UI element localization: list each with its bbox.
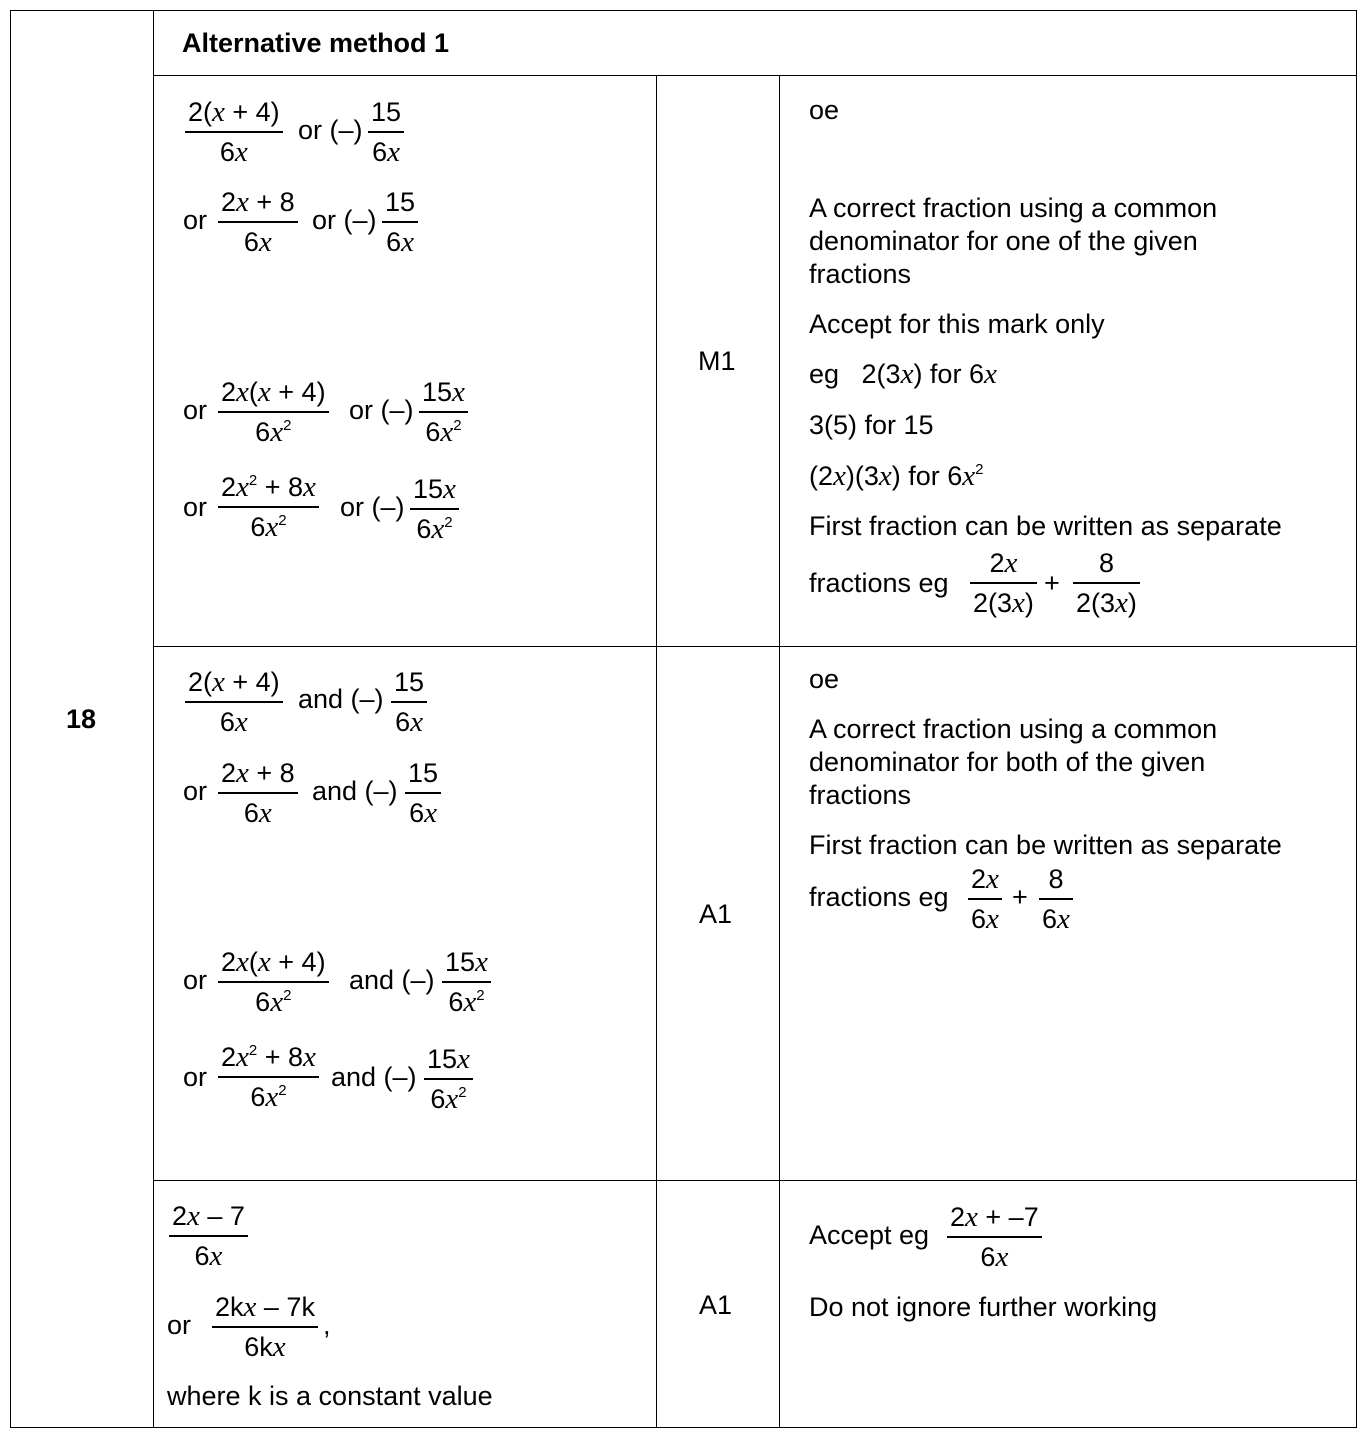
fraction-bar	[218, 981, 329, 983]
comment-text: Accept eg	[809, 1220, 930, 1250]
fraction-numerator: 2x + –7	[950, 1201, 1039, 1233]
fraction-denominator: $6x^2$	[430, 1083, 467, 1115]
fraction-numerator: 2x + 8	[221, 757, 295, 789]
table-border-right	[1356, 10, 1357, 1428]
answer-fraction	[218, 377, 329, 448]
fraction-numerator: 8	[1098, 548, 1114, 578]
comment-text: fractions	[809, 780, 912, 810]
fraction-denominator: 6x	[243, 797, 272, 829]
fraction-bar	[212, 1326, 318, 1328]
comment-text: denominator for both of the given	[809, 747, 1206, 777]
fraction-bar	[442, 981, 491, 983]
answer-connector: or	[183, 965, 208, 995]
fraction-numerator: 2x(x + 4)	[221, 946, 326, 978]
fraction-numerator: 2(x + 4)	[188, 666, 280, 698]
section-title: Alternative method 1	[182, 28, 450, 58]
answer-note: where k is a constant value	[167, 1381, 493, 1411]
fraction-denominator: $6x^2$	[255, 986, 292, 1018]
answer-connector: or	[183, 492, 208, 522]
comment-text: oe	[809, 664, 840, 694]
mark-comment-divider	[779, 75, 780, 1428]
fraction-bar	[970, 582, 1037, 584]
comment-text: denominator for one of the given	[809, 226, 1198, 256]
answer-fraction	[391, 667, 427, 738]
fraction-numerator: 2kx – 7k	[215, 1291, 315, 1323]
comment-fraction	[968, 864, 1002, 935]
mark-label: A1	[699, 899, 733, 929]
fraction-bar	[218, 1076, 319, 1078]
fraction-numerator: 2x	[971, 863, 999, 895]
fraction-bar	[382, 221, 418, 223]
fraction-bar	[410, 508, 459, 510]
answer-connector: or (–)	[298, 115, 363, 145]
comment-fraction	[1073, 548, 1140, 619]
fraction-bar	[218, 792, 298, 794]
comment-fraction	[970, 548, 1037, 619]
answer-fraction	[405, 758, 441, 829]
fraction-numerator: 15x	[413, 473, 456, 505]
fraction-denominator: 6x	[372, 136, 400, 168]
answer-fraction	[218, 947, 329, 1018]
comment-text: fractions eg	[809, 882, 949, 912]
fraction-numerator: 2x(x + 4)	[221, 376, 326, 408]
fraction-numerator: 15x	[427, 1043, 470, 1075]
fraction-numerator: 15	[371, 97, 402, 127]
fraction-denominator: 6x	[971, 903, 999, 935]
fraction-denominator: 6x	[194, 1240, 223, 1272]
answer-comma: ,	[323, 1310, 331, 1340]
answer-connector: or (–)	[349, 395, 414, 425]
answer-fraction	[419, 377, 468, 448]
fraction-numerator: 15x	[445, 946, 488, 978]
fraction-bar	[1039, 898, 1073, 900]
answer-connector: and (–)	[331, 1062, 417, 1092]
fraction-bar	[185, 131, 283, 133]
answer-connector: and (–)	[312, 776, 398, 806]
answer-mark-divider	[656, 75, 657, 1428]
answer-connector: or (–)	[312, 205, 377, 235]
answer-fraction	[218, 187, 298, 258]
fraction-numerator: 15	[394, 667, 425, 697]
fraction-bar	[169, 1235, 248, 1237]
answer-fraction	[212, 1292, 318, 1363]
comment-text: 3(5) for 15	[809, 410, 934, 440]
fraction-bar	[218, 411, 329, 413]
row1-divider	[153, 646, 1357, 647]
answer-fraction	[382, 187, 418, 258]
fraction-denominator: $6x^2$	[416, 513, 453, 545]
comment-text: First fraction can be written as separate	[809, 511, 1282, 541]
table-border-bottom	[10, 1427, 1357, 1428]
fraction-bar	[419, 411, 468, 413]
fraction-numerator: 2(x + 4)	[188, 96, 280, 128]
fraction-denominator: $6x^2$	[250, 511, 287, 543]
fraction-bar	[185, 701, 283, 703]
fraction-numerator: $2x^2 + 8x$	[221, 1041, 316, 1073]
comment-fraction	[947, 1202, 1042, 1273]
answer-fraction	[218, 758, 298, 829]
plus-sign: +	[1012, 882, 1028, 912]
comment-fraction	[1039, 864, 1073, 935]
answer-fraction	[169, 1201, 248, 1272]
table-border-top	[10, 10, 1357, 11]
comment-text: A correct fraction using a common	[809, 714, 1218, 744]
question-number: 18	[66, 704, 97, 734]
answer-fraction	[185, 97, 283, 168]
comment-text: A correct fraction using a common	[809, 193, 1218, 223]
answer-connector: and (–)	[298, 684, 384, 714]
answer-connector: or	[183, 1062, 208, 1092]
fraction-bar	[968, 898, 1002, 900]
fraction-bar	[391, 701, 427, 703]
fraction-numerator: 15	[385, 187, 416, 217]
answer-fraction	[218, 472, 319, 543]
fraction-denominator: $6x^2$	[448, 986, 485, 1018]
row2-divider	[153, 1180, 1357, 1181]
fraction-numerator: $2x^2 + 8x$	[221, 471, 316, 503]
answer-fraction	[410, 474, 459, 545]
comment-text: fractions	[809, 259, 912, 289]
fraction-bar	[218, 221, 298, 223]
comment-text: fractions eg	[809, 568, 949, 598]
answer-fraction	[185, 667, 283, 738]
fraction-numerator: 2x	[989, 547, 1018, 579]
plus-sign: +	[1044, 568, 1060, 598]
mark-label: M1	[698, 346, 736, 376]
fraction-denominator: 6x	[980, 1241, 1009, 1273]
header-divider	[153, 75, 1357, 76]
fraction-denominator: 6kx	[244, 1331, 286, 1363]
comment-example: eg 2(3x) for 6x	[809, 358, 997, 390]
fraction-denominator: $6x^2$	[255, 416, 292, 448]
answer-connector: and (–)	[349, 965, 435, 995]
answer-fraction	[424, 1044, 473, 1115]
fraction-denominator: 6x	[219, 706, 248, 738]
fraction-bar	[218, 506, 319, 508]
comment-text: Accept for this mark only	[809, 309, 1105, 339]
fraction-denominator: 6x	[219, 136, 248, 168]
answer-connector: or	[183, 205, 208, 235]
fraction-numerator: 2x – 7	[172, 1200, 245, 1232]
comment-text: oe	[809, 95, 840, 125]
fraction-bar	[1073, 582, 1140, 584]
fraction-bar	[405, 792, 441, 794]
comment-text: First fraction can be written as separate	[809, 830, 1282, 860]
fraction-denominator: 6x	[395, 706, 423, 738]
comment-example: (2x)(3x) for $6x^2$	[809, 460, 984, 492]
fraction-denominator: $6x^2$	[250, 1081, 287, 1113]
answer-connector: or	[183, 395, 208, 425]
fraction-denominator: 6x	[243, 226, 272, 258]
answer-fraction	[368, 97, 404, 168]
fraction-numerator: 2x + 8	[221, 186, 295, 218]
mark-label: A1	[699, 1290, 733, 1320]
fraction-bar	[424, 1078, 473, 1080]
answer-connector: or (–)	[340, 492, 405, 522]
fraction-denominator: 6x	[386, 226, 414, 258]
fraction-denominator: 6x	[409, 797, 437, 829]
fraction-numerator: 15x	[422, 376, 465, 408]
fraction-bar	[368, 131, 404, 133]
answer-connector: or	[183, 776, 208, 806]
fraction-denominator: 2(3x)	[973, 587, 1034, 619]
fraction-numerator: 8	[1048, 864, 1064, 894]
answer-fraction	[442, 947, 491, 1018]
table-border-left	[10, 10, 11, 1428]
answer-connector: or	[167, 1310, 192, 1340]
fraction-denominator: 6x	[1042, 903, 1070, 935]
fraction-numerator: 15	[408, 758, 439, 788]
qnum-divider	[153, 10, 154, 1428]
fraction-denominator: $6x^2$	[425, 416, 462, 448]
fraction-denominator: 2(3x)	[1076, 587, 1137, 619]
fraction-bar	[947, 1236, 1042, 1238]
comment-text: Do not ignore further working	[809, 1292, 1158, 1322]
answer-fraction	[218, 1042, 319, 1113]
